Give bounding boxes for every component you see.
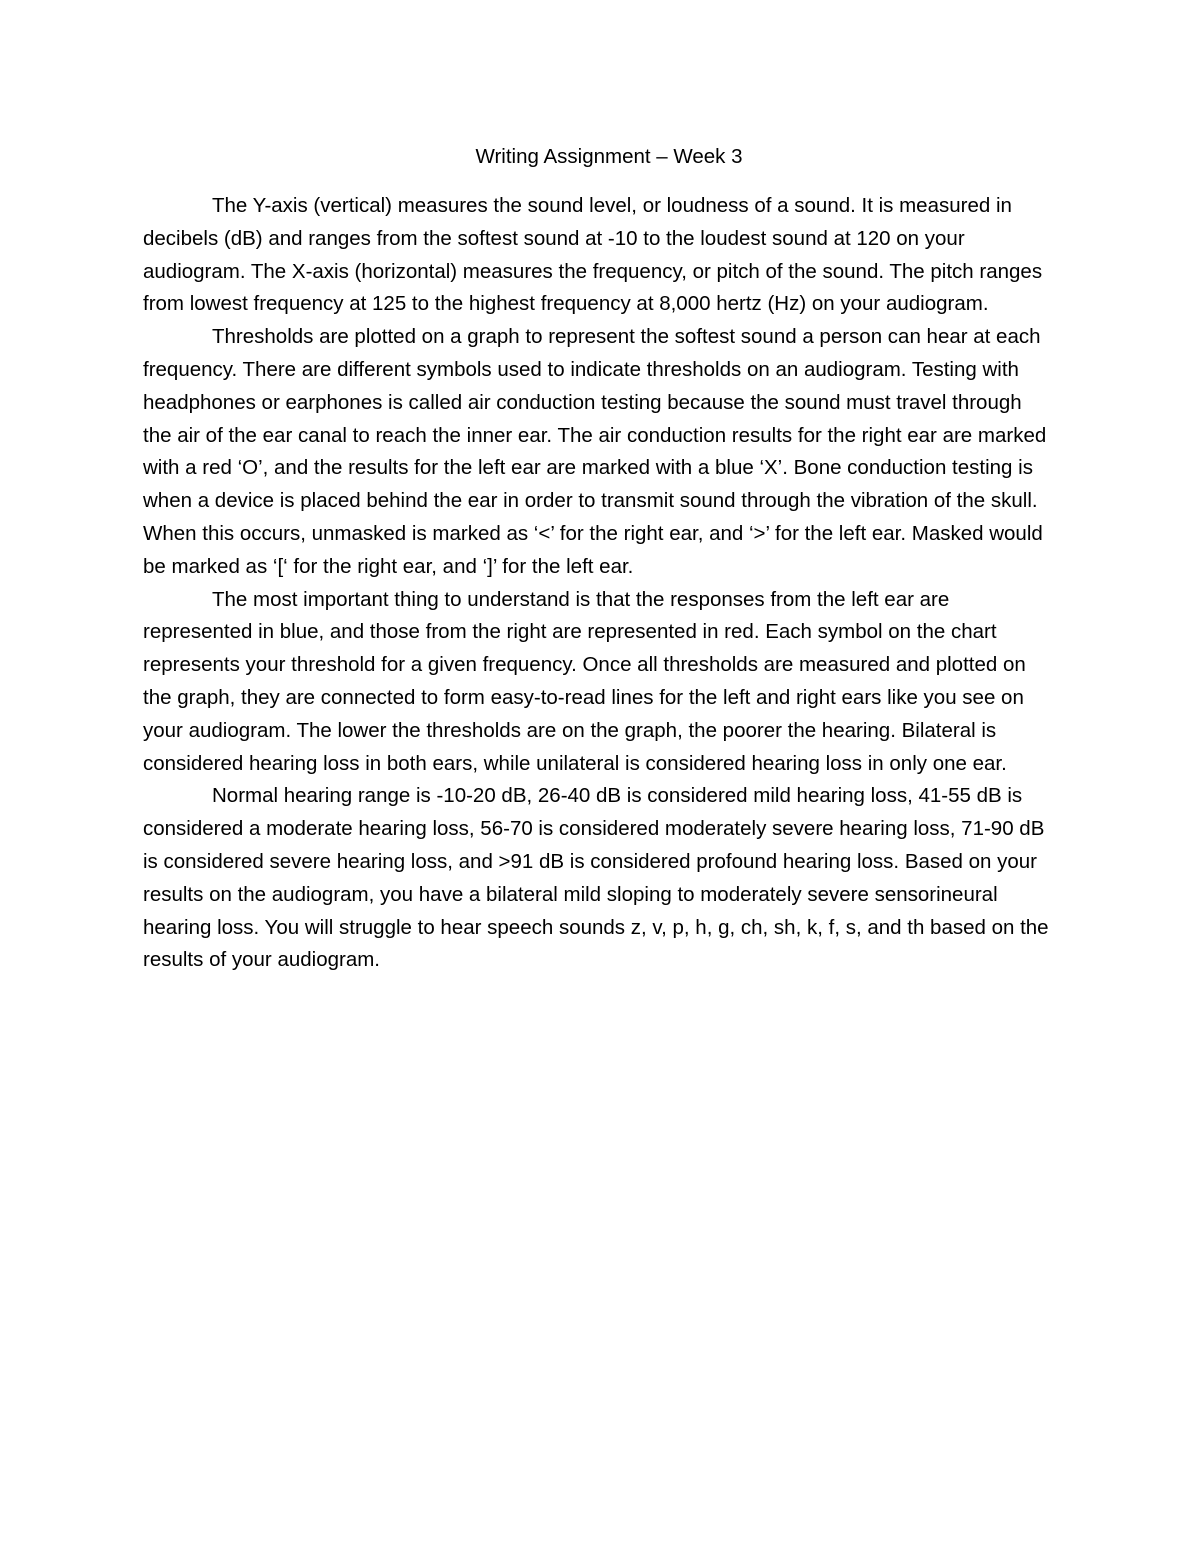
paragraph-hearing-ranges: Normal hearing range is -10-20 dB, 26-40 dB is considered mild hearing loss, 41-55 dB is considered a moderate hearing loss, 56-70 is considered moderately severe hearing loss, 71-90 dB is considered severe hearing loss, and >91 dB is considered profound hearing loss. Based on your results on the audiogram, you have a bilateral mild sloping to moderately severe sensorineural hearing loss. You will struggle to hear speech sounds z, v, p, h, g, ch, sh, k, f, s, and th based on the results of your audiogram.: [143, 784, 1049, 972]
document-body: [143, 190, 1055, 977]
paragraph-ear-colors: The most important thing to understand is that the responses from the left ear are represented in blue, and those from the right are represented in red. Each symbol on the chart represents your threshold for a given frequency. Once all thresholds are measured and plotted on the graph, they are connected to form easy-to-read lines for the left and right ears like you see on your audiogram. The lower the thresholds are on the graph, the poorer the hearing. Bilateral is considered hearing loss in both ears, while unilateral is considered hearing loss in only one ear.: [143, 587, 1026, 775]
document-title: Writing Assignment – Week 3: [475, 145, 743, 168]
paragraph-axes: The Y-axis (vertical) measures the sound level, or loudness of a sound. It is measured in decibels (dB) and ranges from the softest sound at -10 to the loudest sound at 120 on your audiogram. The X-axis (horizontal) measures the frequency, or pitch of the sound. The pitch ranges from lowest frequency at 125 to the highest frequency at 8,000 hertz (Hz) on your audiogram.: [143, 194, 1043, 316]
paragraph-thresholds-symbols: Thresholds are plotted on a graph to represent the softest sound a person can hear at each frequency. There are different symbols used to indicate thresholds on an audiogram. Testing with headphones or earphones is called air conduction testing because the sound must travel through the air of the ear canal to reach the inner ear. The air conduction results for the right ear are marked with a red ‘O’, and the results for the left ear are marked with a blue ‘X’. Bone conduction testing is when a device is placed behind the ear in order to transmit sound through the vibration of the skull. When this occurs, unmasked is marked as ‘<’ for the right ear, and ‘>’ for the left ear. Masked would be marked as ‘[‘ for the right ear, and ‘]’ for the left ear.: [143, 325, 1047, 578]
